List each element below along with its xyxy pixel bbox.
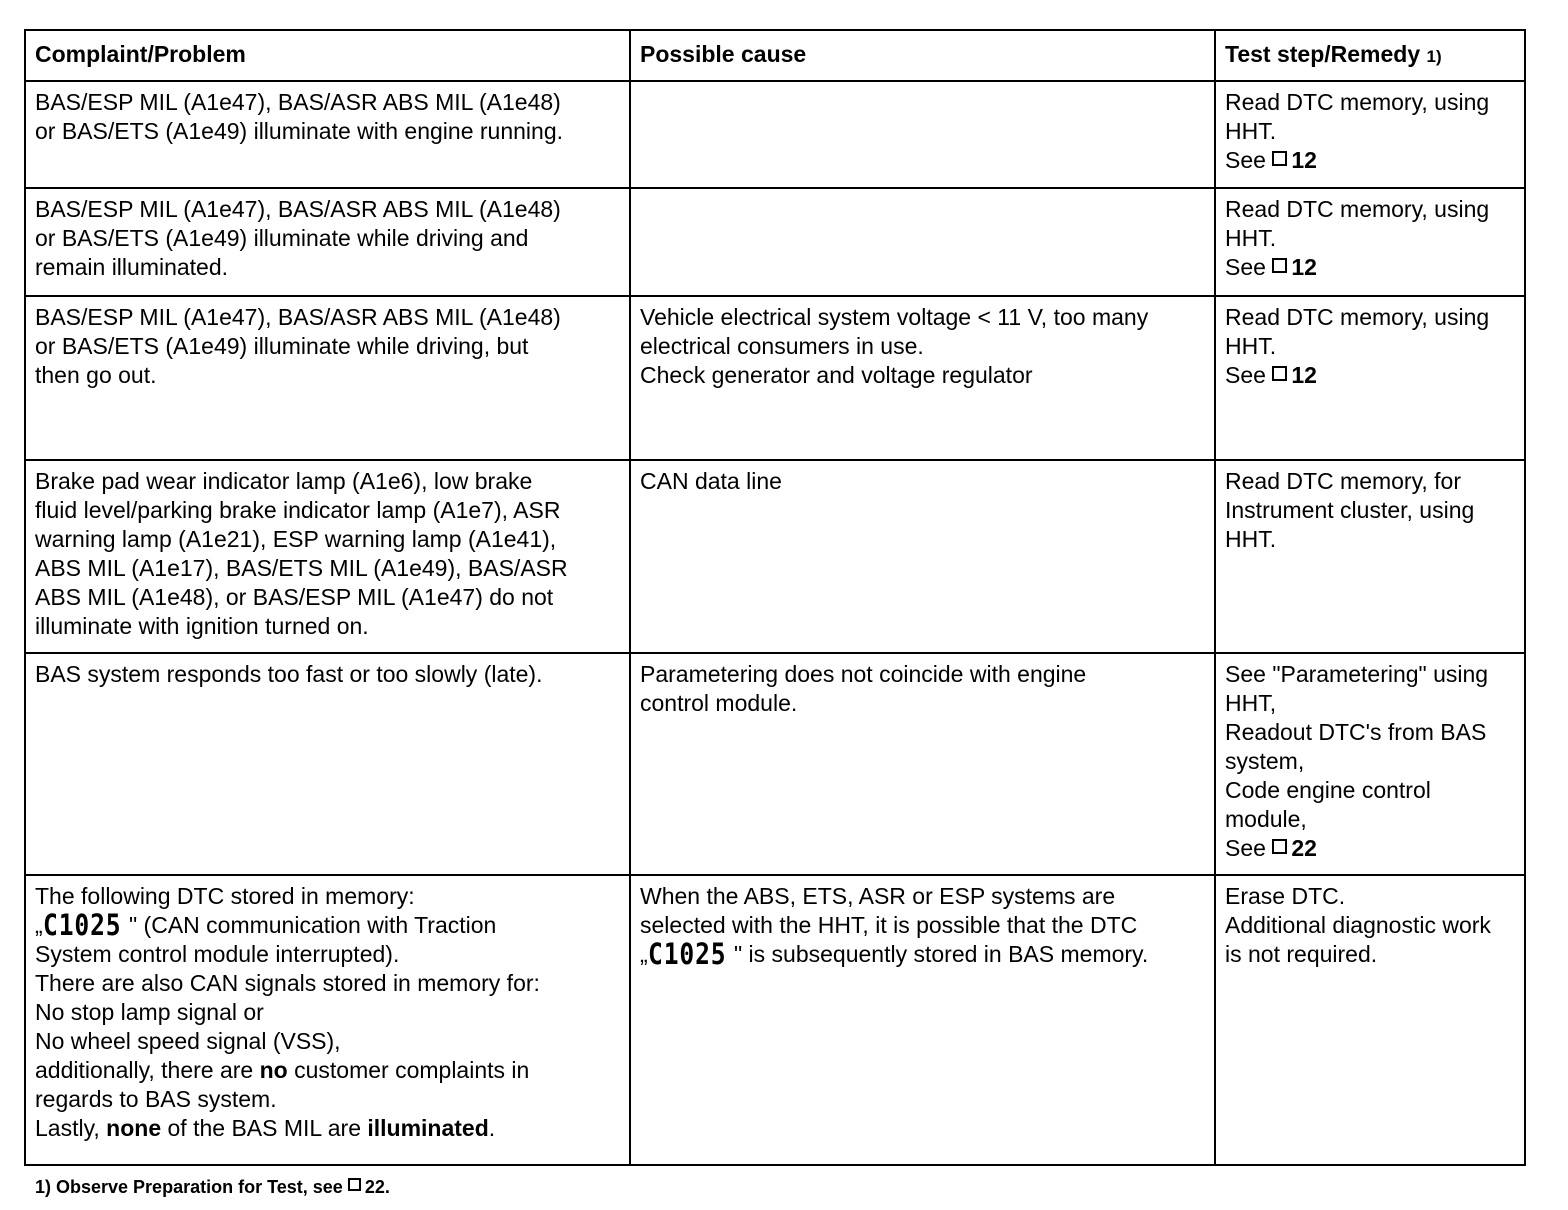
remedy-cell — [1215, 188, 1525, 296]
complaint-line: illuminate with ignition turned on. — [35, 613, 369, 639]
complaint-line — [35, 1114, 620, 1143]
cause-line: Check generator and voltage regulator — [640, 362, 1033, 388]
complaint-text: of the BAS MIL are — [167, 1115, 361, 1141]
footnote-text: 1) Observe Preparation for Test, see — [35, 1177, 343, 1197]
complaint-line: BAS/ESP MIL (A1e47), BAS/ASR ABS MIL (A1e48) — [35, 304, 561, 330]
complaint-line: BAS system responds too fast or too slowly (late). — [35, 661, 543, 687]
complaint-line: fluid level/parking brake indicator lamp (A1e7), ASR — [35, 497, 561, 523]
complaint-cell — [25, 188, 630, 296]
table-row — [25, 875, 1525, 1165]
complaint-dtc-line: „C1025 " (CAN communication with Traction — [35, 908, 497, 942]
complaint-line: or BAS/ETS (A1e49) illuminate while driving, but — [35, 333, 529, 359]
header-complaint: Complaint/Problem — [25, 30, 630, 81]
remedy-line: Instrument cluster, using — [1225, 497, 1475, 523]
complaint-cell — [25, 653, 630, 875]
complaint-text: Lastly, — [35, 1115, 100, 1141]
footnote-page-reference-link[interactable]: 22 — [364, 1177, 385, 1197]
remedy-line: HHT. — [1225, 118, 1277, 144]
remedy-line: Read DTC memory, for — [1225, 468, 1462, 494]
complaint-line: regards to BAS system. — [35, 1086, 277, 1112]
page-reference-link[interactable]: 22 — [1291, 835, 1317, 861]
see-label: See — [1225, 147, 1266, 173]
remedy-cell — [1215, 81, 1525, 188]
complaint-text: . — [488, 1115, 496, 1141]
complaint-cell — [25, 460, 630, 653]
table-row — [25, 653, 1525, 875]
see-label: See — [1225, 835, 1266, 861]
complaint-line — [35, 1056, 620, 1085]
page-reference-icon — [1272, 258, 1287, 273]
cause-line: When the ABS, ETS, ASR or ESP systems are — [640, 883, 1116, 909]
footnote — [35, 1177, 390, 1198]
table-row — [25, 296, 1525, 460]
remedy-line: HHT. — [1225, 526, 1277, 552]
complaint-line: warning lamp (A1e21), ESP warning lamp (A1e41), — [35, 526, 557, 552]
complaint-line: Brake pad wear indicator lamp (A1e6), low brake — [35, 468, 533, 494]
complaint-line: or BAS/ETS (A1e49) illuminate with engine running. — [35, 118, 564, 144]
complaint-line: ABS MIL (A1e17), BAS/ETS MIL (A1e49), BAS/ASR — [35, 555, 568, 581]
cause-cell — [630, 296, 1215, 460]
remedy-cell — [1215, 875, 1525, 1165]
cause-cell — [630, 460, 1215, 653]
remedy-line: Read DTC memory, using — [1225, 196, 1490, 222]
cause-dtc-text: is subsequently stored in BAS memory. — [748, 941, 1149, 967]
complaint-line: The following DTC stored in memory: — [35, 883, 415, 909]
table-header-row — [25, 30, 1525, 81]
remedy-line: See "Parametering" using — [1225, 661, 1489, 687]
table-row — [25, 460, 1525, 653]
remedy-line: Readout DTC's from BAS — [1225, 719, 1487, 745]
remedy-cell — [1215, 296, 1525, 460]
remedy-cell — [1215, 460, 1525, 653]
emphasis-text: no — [259, 1057, 288, 1083]
page-reference-icon — [1272, 366, 1287, 381]
emphasis-text: none — [106, 1115, 162, 1141]
complaint-dtc-text: (CAN communication with Traction — [143, 912, 497, 938]
cause-cell — [630, 188, 1215, 296]
see-label: See — [1225, 254, 1266, 280]
complaint-line: System control module interrupted). — [35, 941, 400, 967]
dtc-code: C1025 — [42, 908, 122, 942]
page-reference-link[interactable]: 12 — [1291, 254, 1317, 280]
remedy-cell — [1215, 653, 1525, 875]
remedy-line: Read DTC memory, using — [1225, 89, 1490, 115]
table-row — [25, 81, 1525, 188]
header-remedy-footnote-mark: 1) — [1426, 47, 1442, 66]
complaint-line: remain illuminated. — [35, 254, 229, 280]
dtc-code: C1025 — [647, 937, 727, 971]
header-cause: Possible cause — [630, 30, 1215, 81]
complaint-line: ABS MIL (A1e48), or BAS/ESP MIL (A1e47) do not — [35, 584, 554, 610]
page-reference-icon — [348, 1178, 361, 1191]
complaint-cell — [25, 81, 630, 188]
complaint-line: No wheel speed signal (VSS), — [35, 1028, 341, 1054]
complaint-text: customer complaints in — [294, 1057, 530, 1083]
complaint-line: then go out. — [35, 362, 157, 388]
page-reference-icon — [1272, 151, 1287, 166]
complaint-text: additionally, there are — [35, 1057, 254, 1083]
header-remedy: Test step/Remedy 1) — [1215, 30, 1525, 81]
complaint-line: BAS/ESP MIL (A1e47), BAS/ASR ABS MIL (A1e48) — [35, 89, 561, 115]
cause-cell — [630, 875, 1215, 1165]
complaint-cell — [25, 296, 630, 460]
cause-line: electrical consumers in use. — [640, 333, 924, 359]
remedy-line: module, — [1225, 806, 1307, 832]
cause-cell — [630, 81, 1215, 188]
emphasis-text: illuminated — [367, 1115, 489, 1141]
cause-cell — [630, 653, 1215, 875]
remedy-line: is not required. — [1225, 941, 1378, 967]
table-row — [25, 188, 1525, 296]
diagnosis-table — [24, 29, 1526, 1166]
remedy-line: HHT. — [1225, 225, 1277, 251]
remedy-line: Read DTC memory, using — [1225, 304, 1490, 330]
page-reference-link[interactable]: 12 — [1291, 362, 1317, 388]
cause-line: selected with the HHT, it is possible that the DTC — [640, 912, 1138, 938]
remedy-line: system, — [1225, 748, 1305, 774]
remedy-line: Additional diagnostic work — [1225, 912, 1491, 938]
remedy-line: HHT, — [1225, 690, 1277, 716]
footnote-end: . — [384, 1177, 390, 1197]
cause-line: control module. — [640, 690, 798, 716]
cause-dtc-line: „C1025 " is subsequently stored in BAS memory. — [640, 937, 1149, 971]
remedy-line: Code engine control — [1225, 777, 1431, 803]
complaint-line: No stop lamp signal or — [35, 999, 264, 1025]
cause-line: CAN data line — [640, 468, 782, 494]
complaint-line: BAS/ESP MIL (A1e47), BAS/ASR ABS MIL (A1e48) — [35, 196, 561, 222]
cause-line: Parametering does not coincide with engine — [640, 661, 1087, 687]
complaint-line: or BAS/ETS (A1e49) illuminate while driving and — [35, 225, 529, 251]
page-reference-icon — [1272, 839, 1287, 854]
remedy-line: HHT. — [1225, 333, 1277, 359]
complaint-line: There are also CAN signals stored in memory for: — [35, 970, 540, 996]
complaint-cell — [25, 875, 630, 1165]
page-reference-link[interactable]: 12 — [1291, 147, 1317, 173]
see-label: See — [1225, 362, 1266, 388]
remedy-line: Erase DTC. — [1225, 883, 1346, 909]
cause-line: Vehicle electrical system voltage < 11 V, too many — [640, 304, 1149, 330]
